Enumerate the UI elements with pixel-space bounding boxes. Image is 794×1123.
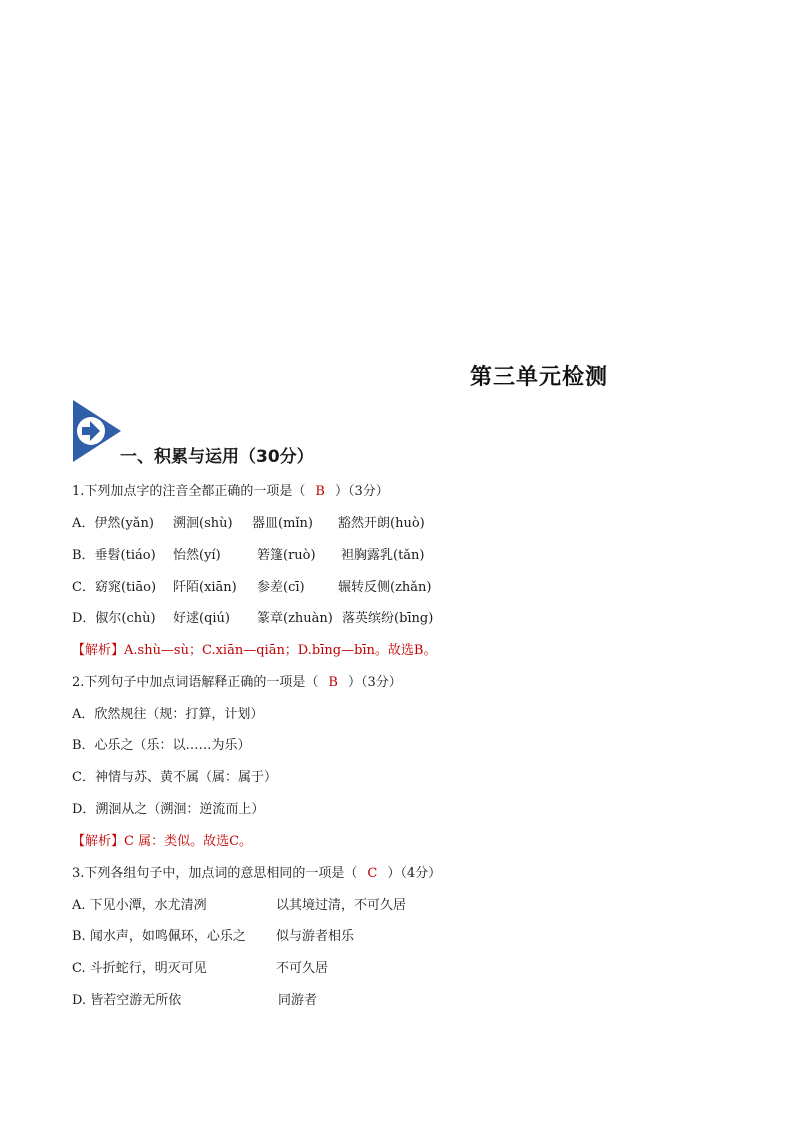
page-title: 第三单元检测 — [470, 365, 609, 390]
option-item: D．俶尔(chù) — [72, 611, 156, 626]
option-item: 以其境过清，不可久居 — [276, 898, 407, 913]
question-1-stem — [72, 484, 389, 500]
option-item: C．神情与苏、黄不属（属：属于） — [72, 770, 277, 785]
option-item: B．心乐之（乐：以……为乐） — [72, 738, 251, 753]
answer-mark: C — [367, 866, 378, 881]
analysis-note: 【解析】C 属：类似。故选C。 — [72, 834, 253, 849]
option-item: 似与游者相乐 — [276, 929, 355, 944]
option-item: C．窈窕(tiāo) — [72, 580, 157, 595]
option-item: A．欣然规往（规：打算，计划） — [72, 707, 264, 722]
option-item: 箬篷(ruò) — [257, 548, 316, 563]
answer-mark: B — [328, 675, 338, 690]
option-item: D. 皆若空游无所依 — [72, 993, 182, 1008]
option-item: 器皿(mǐn) — [252, 516, 314, 531]
option-item: 篆章(zhuàn) — [257, 611, 333, 626]
analysis-note: 【解析】A.shù—sù；C.xiān—qiān；D.bīng—bīn。故选B。 — [72, 643, 437, 658]
option-item: 溯洄(shù) — [173, 516, 233, 531]
option-item: 阡陌(xiān) — [173, 580, 237, 595]
option-item: 辗转反侧(zhǎn) — [338, 580, 432, 595]
question-points: ）（4分） — [387, 866, 442, 881]
question-stem-text: 3.下列各组句子中，加点词的意思相同的一项是（ — [72, 866, 358, 881]
option-item: 不可久居 — [276, 961, 329, 976]
question-3-stem — [72, 866, 441, 882]
option-item: 豁然开朗(huò) — [338, 516, 425, 531]
question-points: ）（3分） — [347, 675, 402, 690]
question-stem-text: 2.下列句子中加点词语解释正确的一项是（ — [72, 675, 319, 690]
option-item: 落英缤纷(bīng) — [342, 611, 434, 626]
arrow-right-icon — [70, 398, 124, 464]
option-item: A．伊然(yǎn) — [72, 516, 154, 531]
option-item: 好逑(qiú) — [173, 611, 230, 626]
option-item: 参差(cī) — [257, 580, 305, 595]
option-item: A. 下见小潭，水尤清冽 — [72, 898, 207, 913]
option-item: 袒胸露乳(tǎn) — [341, 548, 425, 563]
option-item: D．溯洄从之（溯洄：逆流而上） — [72, 802, 265, 817]
option-item: B．垂髫(tiáo) — [72, 548, 156, 563]
option-item: B. 闻水声，如鸣佩环，心乐之 — [72, 929, 246, 944]
answer-mark: B — [315, 484, 325, 499]
question-2-stem — [72, 675, 402, 691]
option-item: 同游者 — [278, 993, 318, 1008]
section-heading: 一、积累与运用（30分） — [120, 447, 314, 467]
option-item: 怡然(yí) — [173, 548, 221, 563]
question-points: ）（3分） — [334, 484, 389, 499]
question-stem-text: 1.下列加点字的注音全都正确的一项是（ — [72, 484, 306, 499]
option-item: C. 斗折蛇行，明灭可见 — [72, 961, 207, 976]
